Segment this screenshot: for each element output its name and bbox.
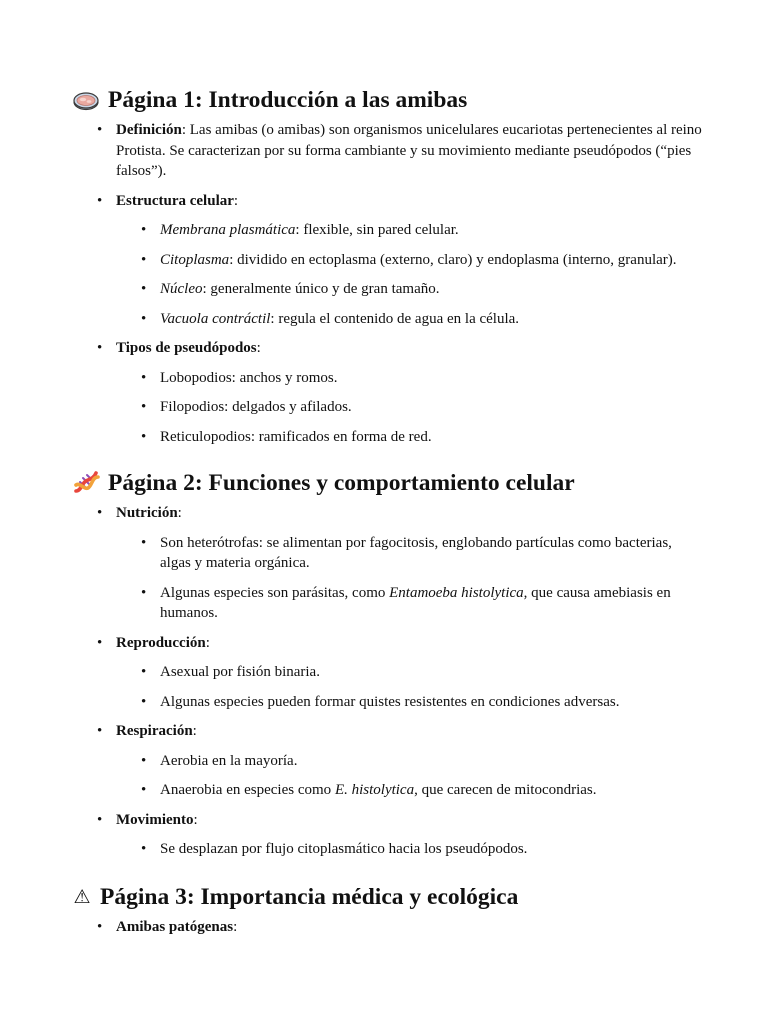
list-item-movimiento: • Movimiento: • Se desplazan por flujo citoplasmático hacia los pseudópodos.: [72, 810, 702, 860]
list-item-tipos-pseudopodos: • Tipos de pseudópodos: • Lobopodios: anchos y romos. • Filopodios: delgados y afilados. • Reticulopodios: ramificados en forma de red.: [72, 338, 702, 447]
section-page-2: [72, 469, 702, 869]
term-respiracion: Respiración: [116, 723, 193, 739]
list-item-amibas-patogenas: • Amibas patógenas:: [72, 917, 702, 938]
warning-icon: ⚠: [73, 886, 91, 908]
term-amibas-patogenas: Amibas patógenas: [116, 919, 234, 935]
list-item-citoplasma: • Citoplasma: dividido en ectoplasma (externo, claro) y endoplasma (interno, granular).: [116, 250, 702, 271]
list-item-nucleo: • Núcleo: generalmente único y de gran tamaño.: [116, 279, 702, 300]
list-item-aerobia: • Aerobia en la mayoría.: [116, 751, 702, 772]
term-estructura-celular: Estructura celular: [116, 192, 234, 209]
list-item-reticulopodios: • Reticulopodios: ramificados en forma de red.: [116, 427, 702, 448]
heading-page-1: [72, 86, 702, 114]
nutricion-sublist: [116, 533, 702, 624]
term-membrana: Membrana plasmática: [160, 222, 296, 238]
term-movimiento: Movimiento: [116, 811, 194, 828]
list-item-parasitas: • Algunas especies son parásitas, como Entamoeba histolytica, que causa amebiasis en humanos.: [116, 583, 702, 624]
page-1-list: [72, 120, 702, 447]
heading-page-2-text: Página 2: Funciones y comportamiento celular: [108, 470, 575, 496]
heading-page-3-text: Página 3: Importancia médica y ecológica: [100, 884, 519, 910]
heading-page-1-text: Página 1: Introducción a las amibas: [108, 87, 468, 113]
list-item-heterotrofas: • Son heterótrofas: se alimentan por fagocitosis, englobando partículas como bacterias, algas y materia orgánica.: [116, 533, 702, 574]
dna-icon: [72, 469, 100, 497]
page-3-list: [72, 917, 702, 938]
heading-page-2: [72, 469, 702, 497]
section-page-1: [72, 86, 702, 456]
list-item-vacuola: • Vacuola contráctil: regula el contenido de agua en la célula.: [116, 309, 702, 330]
list-item-reproduccion: • Reproducción: • Asexual por fisión binaria. • Algunas especies pueden formar quistes resistentes en condiciones adversas.: [72, 633, 702, 713]
list-item-definicion: [72, 120, 702, 182]
definicion-text: : Las amibas (o amibas) son organismos unicelulares eucariotas pertenecientes al reino Protista. Se caracterizan por su forma cambiante y su movimiento mediante pseudópodos (“pies falsos”).: [116, 122, 702, 179]
species-entamoeba: Entamoeba histolytica: [389, 584, 524, 601]
term-nucleo: Núcleo: [160, 281, 203, 297]
page-2-list: [72, 503, 702, 860]
species-e-histolytica: E. histolytica: [334, 782, 415, 798]
movimiento-sublist: [116, 839, 702, 860]
list-item-flujo: • Se desplazan por flujo citoplasmático hacia los pseudópodos.: [116, 839, 702, 860]
list-item-membrana: • Membrana plasmática: flexible, sin pared celular.: [116, 220, 702, 241]
term-reproduccion: Reproducción: [116, 634, 206, 651]
estructura-sublist: [116, 220, 702, 329]
list-item-anaerobia: • Anaerobia en especies como E. histolytica, que carecen de mitocondrias.: [116, 780, 702, 801]
petri-dish-icon: [72, 86, 100, 114]
list-item-filopodios: • Filopodios: delgados y afilados.: [116, 397, 702, 418]
term-definicion: Definición: [116, 122, 182, 138]
term-nutricion: Nutrición: [116, 505, 178, 521]
list-item-respiracion: • Respiración: • Aerobia en la mayoría. • Anaerobia en especies como E. histolytica, que carecen de mitocondrias.: [72, 721, 702, 801]
heading-page-3: [72, 883, 702, 911]
list-item-lobopodios: • Lobopodios: anchos y romos.: [116, 368, 702, 389]
list-item-fision: • Asexual por fisión binaria.: [116, 662, 702, 683]
list-item-quistes: • Algunas especies pueden formar quistes resistentes en condiciones adversas.: [116, 692, 702, 713]
section-page-3: [72, 883, 702, 947]
reproduccion-sublist: [116, 662, 702, 712]
respiracion-sublist: [116, 751, 702, 801]
term-vacuola: Vacuola contráctil: [160, 310, 271, 327]
list-item-estructura-celular: • Estructura celular: • Membrana plasmática: flexible, sin pared celular. • Citoplasma: dividido en ectoplasma (externo, claro) y endoplasma (interno, granular). • Núcleo: generalmente único y de gran tamaño. • Vacuola contráctil: regula el contenido de agua en la célula.: [72, 191, 702, 330]
list-item-nutricion: • Nutrición: • Son heterótrofas: se alimentan por fagocitosis, englobando partículas como bacterias, algas y materia orgánica. • Algunas especies son parásitas, como Entamoeba histolytica, que causa amebiasis en humanos.: [72, 503, 702, 624]
tipos-sublist: [116, 368, 702, 448]
term-citoplasma: Citoplasma: [160, 251, 230, 268]
term-tipos-pseudopodos: Tipos de pseudópodos: [116, 340, 257, 356]
